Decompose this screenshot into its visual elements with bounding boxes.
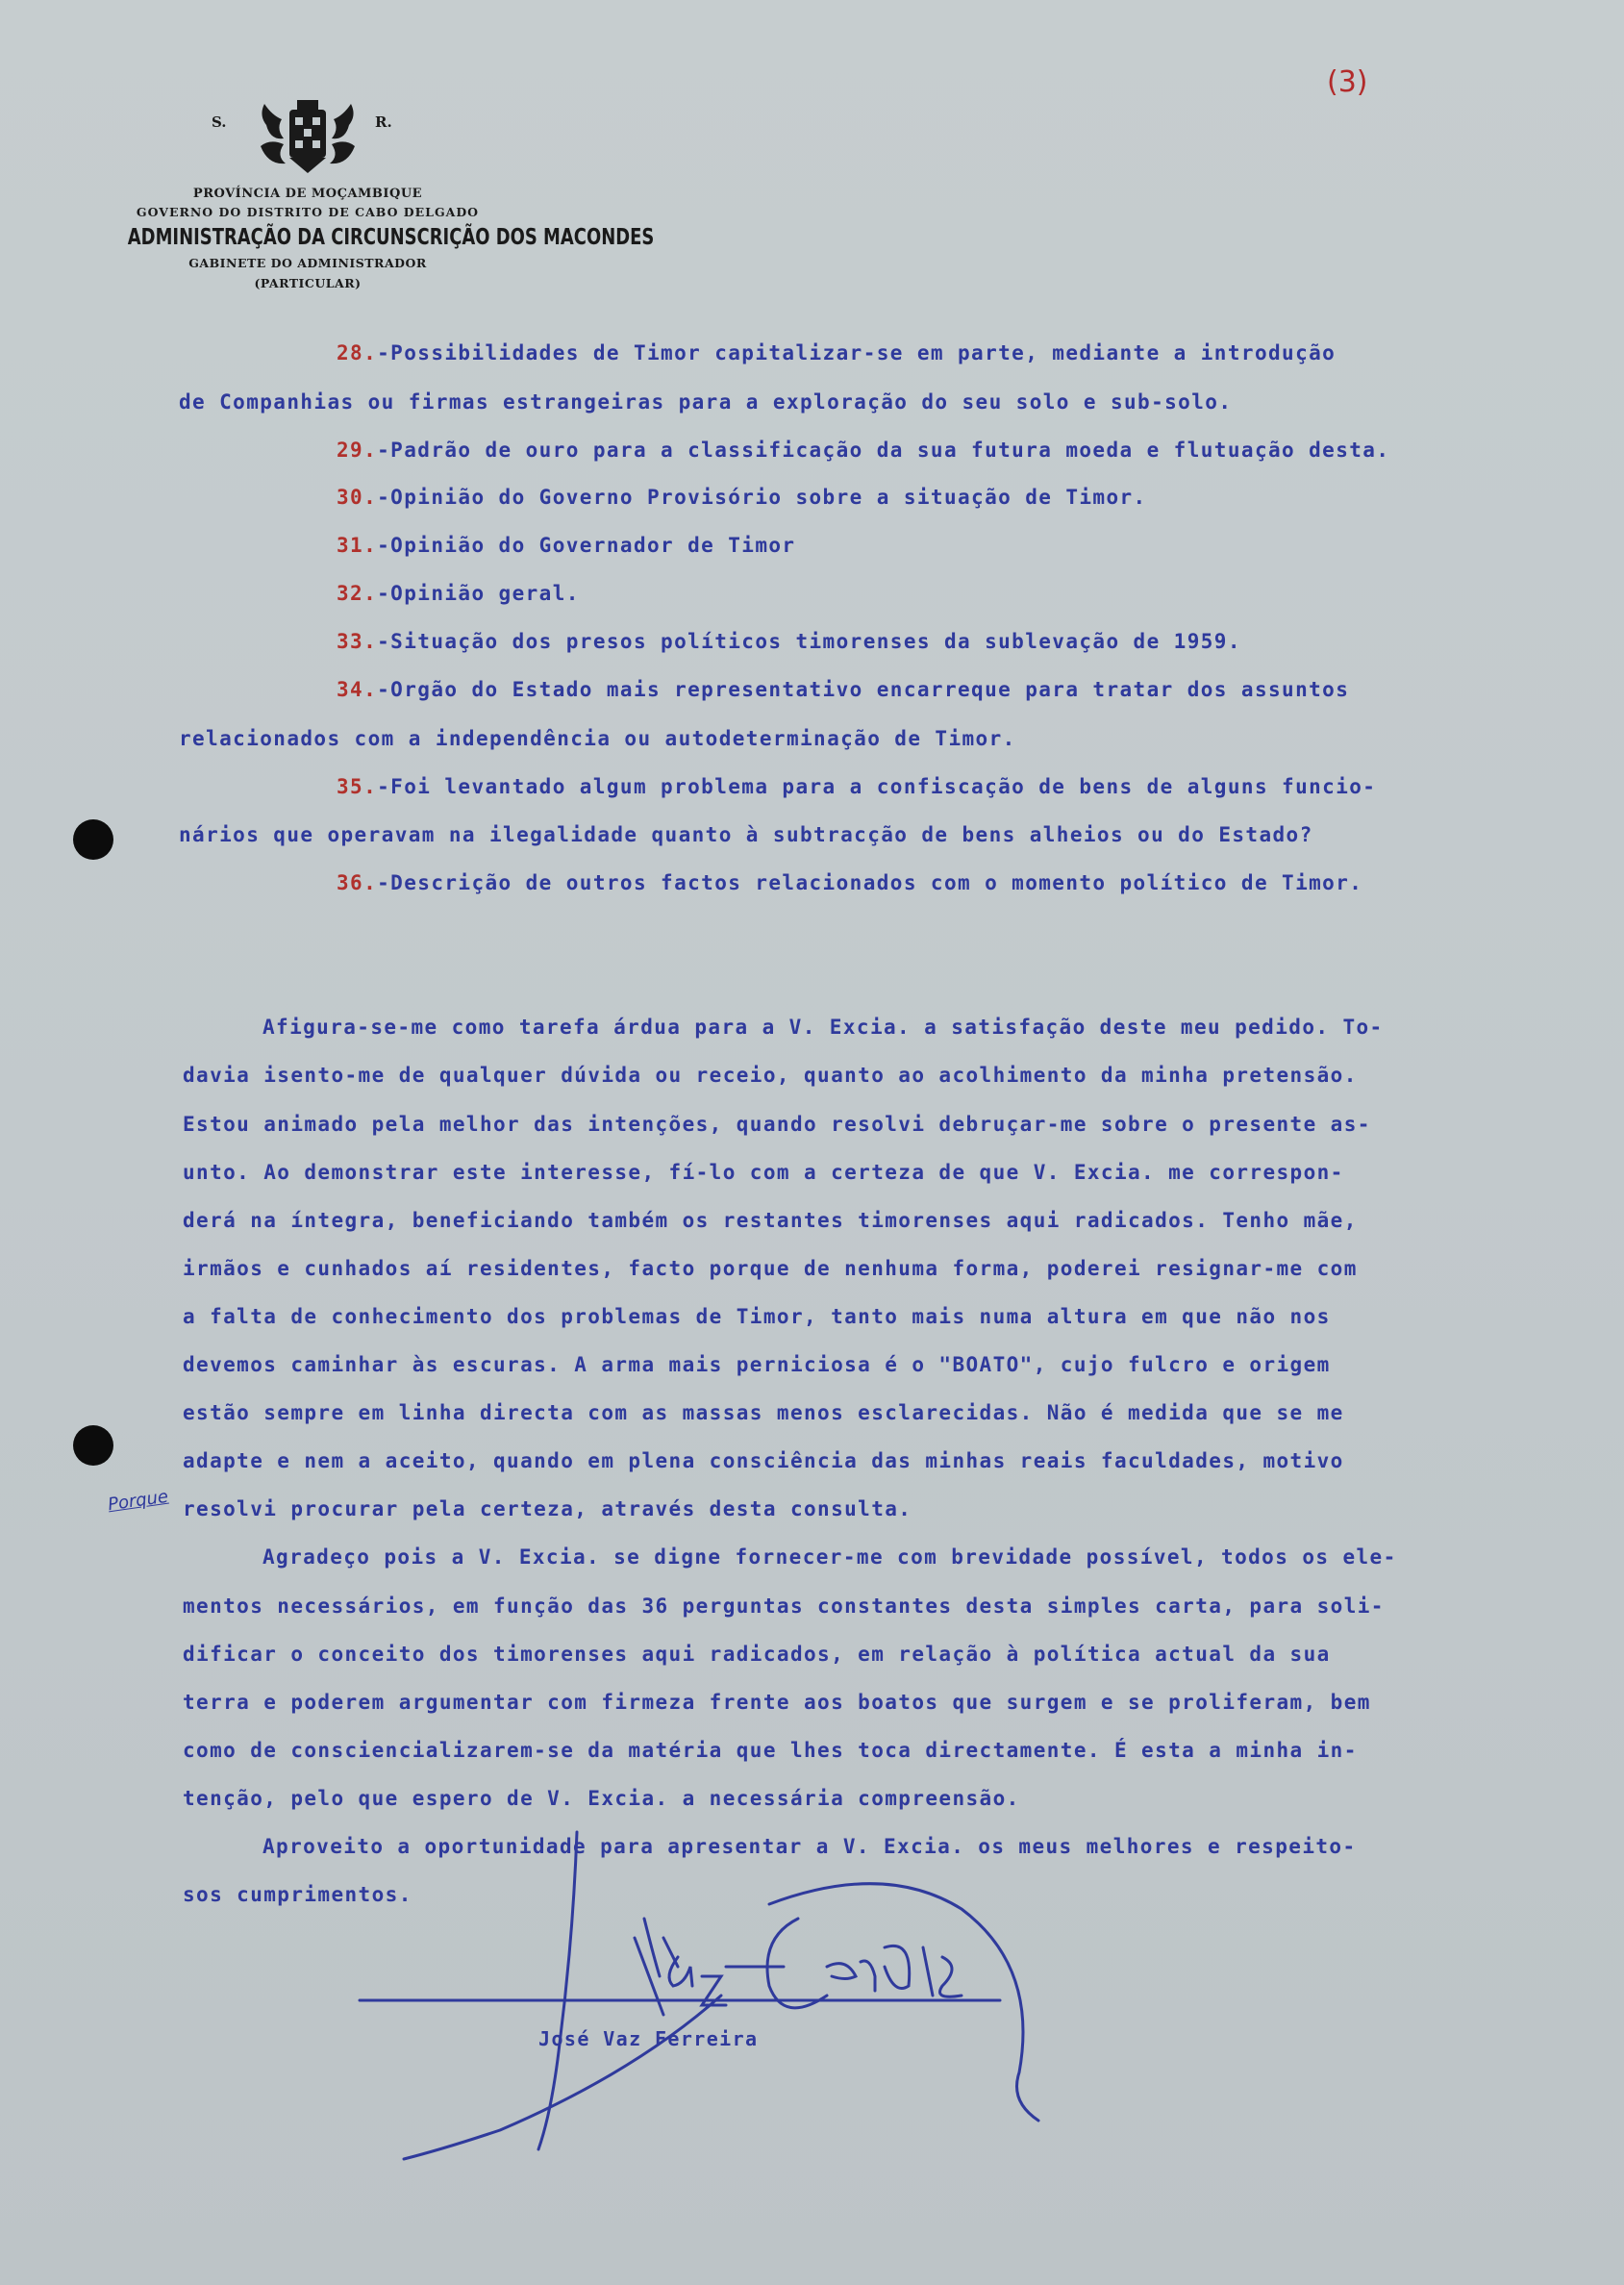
item-text: -Possibilidades de Timor capitalizar-se em parte, mediante a introdução xyxy=(377,341,1337,364)
item-number: 28. xyxy=(337,341,378,364)
punch-hole xyxy=(73,1425,113,1466)
letterhead-private: (PARTICULAR) xyxy=(254,276,362,290)
item-text: -Foi levantado algum problema para a confiscação de bens de alguns funcio- xyxy=(377,775,1377,798)
paragraph-line: estão sempre em linha directa com as massas menos esclarecidas. Não é medida que se me xyxy=(183,1401,1344,1424)
item-text: -Orgão do Estado mais representativo encarreque para tratar dos assuntos xyxy=(377,678,1350,701)
list-item xyxy=(337,871,1362,894)
letterhead-province: PROVÍNCIA DE MOÇAMBIQUE xyxy=(192,187,423,201)
list-item xyxy=(337,439,1389,462)
paragraph-line: dificar o conceito dos timorenses aqui radicados, em relação à política actual da sua xyxy=(183,1643,1331,1666)
item-number: 33. xyxy=(337,630,378,653)
paragraph-line: sos cumprimentos. xyxy=(183,1883,412,1906)
letterhead-s: S. xyxy=(212,113,227,131)
coat-of-arms-icon xyxy=(257,96,359,177)
list-item-continuation: relacionados com a independência ou autodeterminação de Timor. xyxy=(179,727,1016,750)
paragraph-line: derá na íntegra, beneficiando também os restantes timorenses aqui radicados. Tenho mãe, xyxy=(183,1209,1358,1232)
paragraph-line: devemos caminhar às escuras. A arma mais perniciosa é o "BOATO", cujo fulcro e origem xyxy=(183,1353,1331,1376)
list-item xyxy=(337,486,1147,509)
list-item-continuation: de Companhias ou firmas estrangeiras para a exploração do seu solo e sub-solo. xyxy=(179,390,1233,414)
handwritten-signature xyxy=(346,1822,1077,2169)
item-text: -Opinião geral. xyxy=(377,582,580,605)
paragraph-line: Agradeço pois a V. Excia. se digne fornecer-me com brevidade possível, todos os ele- xyxy=(262,1545,1397,1569)
paragraph-line: davia isento-me de qualquer dúvida ou receio, quanto ao acolhimento da minha pretensão. xyxy=(183,1064,1358,1087)
letterhead-r: R. xyxy=(375,113,392,131)
item-number: 30. xyxy=(337,486,378,509)
item-number: 29. xyxy=(337,439,378,462)
item-text: -Descrição de outros factos relacionados com o momento político de Timor. xyxy=(377,871,1363,894)
page-number: (3) xyxy=(1327,65,1368,99)
list-item xyxy=(337,582,580,605)
paragraph-line: mentos necessários, em função das 36 perguntas constantes desta simples carta, para soli- xyxy=(183,1594,1385,1618)
paragraph-line: Aproveito a oportunidade para apresentar a V. Excia. os meus melhores e respeito- xyxy=(262,1835,1357,1858)
list-item-continuation: nários que operavam na ilegalidade quanto à subtracção de bens alheios ou do Estado? xyxy=(179,823,1313,846)
paragraph-line: Estou animado pela melhor das intenções, quando resolvi debruçar-me sobre o presente as- xyxy=(183,1113,1371,1136)
paragraph-line: como de consciencializarem-se da matéria que lhes toca directamente. É esta a minha in- xyxy=(183,1739,1358,1762)
item-text: -Opinião do Governador de Timor xyxy=(377,534,796,557)
letterhead-government: GOVERNO DO DISTRITO DE CABO DELGADO xyxy=(136,205,480,219)
letterhead-office: GABINETE DO ADMINISTRADOR xyxy=(188,256,427,270)
item-number: 36. xyxy=(337,871,378,894)
item-number: 31. xyxy=(337,534,378,557)
list-item xyxy=(337,630,1241,653)
paragraph-line: Afigura-se-me como tarefa árdua para a V. Excia. a satisfação deste meu pedido. To- xyxy=(262,1016,1384,1039)
paragraph-line: tenção, pelo que espero de V. Excia. a necessária compreensão. xyxy=(183,1787,1020,1810)
paragraph-line: adapte e nem a aceito, quando em plena consciência das minhas reais faculdades, motivo xyxy=(183,1449,1344,1472)
item-text: -Opinião do Governo Provisório sobre a situação de Timor. xyxy=(377,486,1147,509)
letterhead xyxy=(77,96,655,290)
paragraph-line: unto. Ao demonstrar este interesse, fí-lo com a certeza de que V. Excia. me correspon- xyxy=(183,1161,1344,1184)
item-number: 35. xyxy=(337,775,378,798)
item-number: 32. xyxy=(337,582,378,605)
letterhead-administration: ADMINISTRAÇÃO DA CIRCUNSCRIÇÃO DOS MACONDES xyxy=(127,225,655,250)
list-item xyxy=(337,341,1336,364)
item-number: 34. xyxy=(337,678,378,701)
list-item xyxy=(337,678,1349,701)
punch-hole xyxy=(73,819,113,860)
list-item xyxy=(337,775,1376,798)
paragraph-line: a falta de conhecimento dos problemas de Timor, tanto mais numa altura em que não nos xyxy=(183,1305,1331,1328)
paragraph-line: resolvi procurar pela certeza, através desta consulta. xyxy=(183,1497,912,1520)
item-text: -Padrão de ouro para a classificação da sua futura moeda e flutuação desta. xyxy=(377,439,1390,462)
item-text: -Situação dos presos políticos timorenses da sublevação de 1959. xyxy=(377,630,1241,653)
handwritten-annotation: Porque xyxy=(106,1486,170,1516)
signatory-name: José Vaz Ferreira xyxy=(538,2027,759,2050)
list-item xyxy=(337,534,795,557)
paragraph-line: terra e poderem argumentar com firmeza frente aos boatos que surgem e se proliferam, bem xyxy=(183,1691,1371,1714)
paragraph-line: irmãos e cunhados aí residentes, facto porque de nenhuma forma, poderei resignar-me com xyxy=(183,1257,1358,1280)
